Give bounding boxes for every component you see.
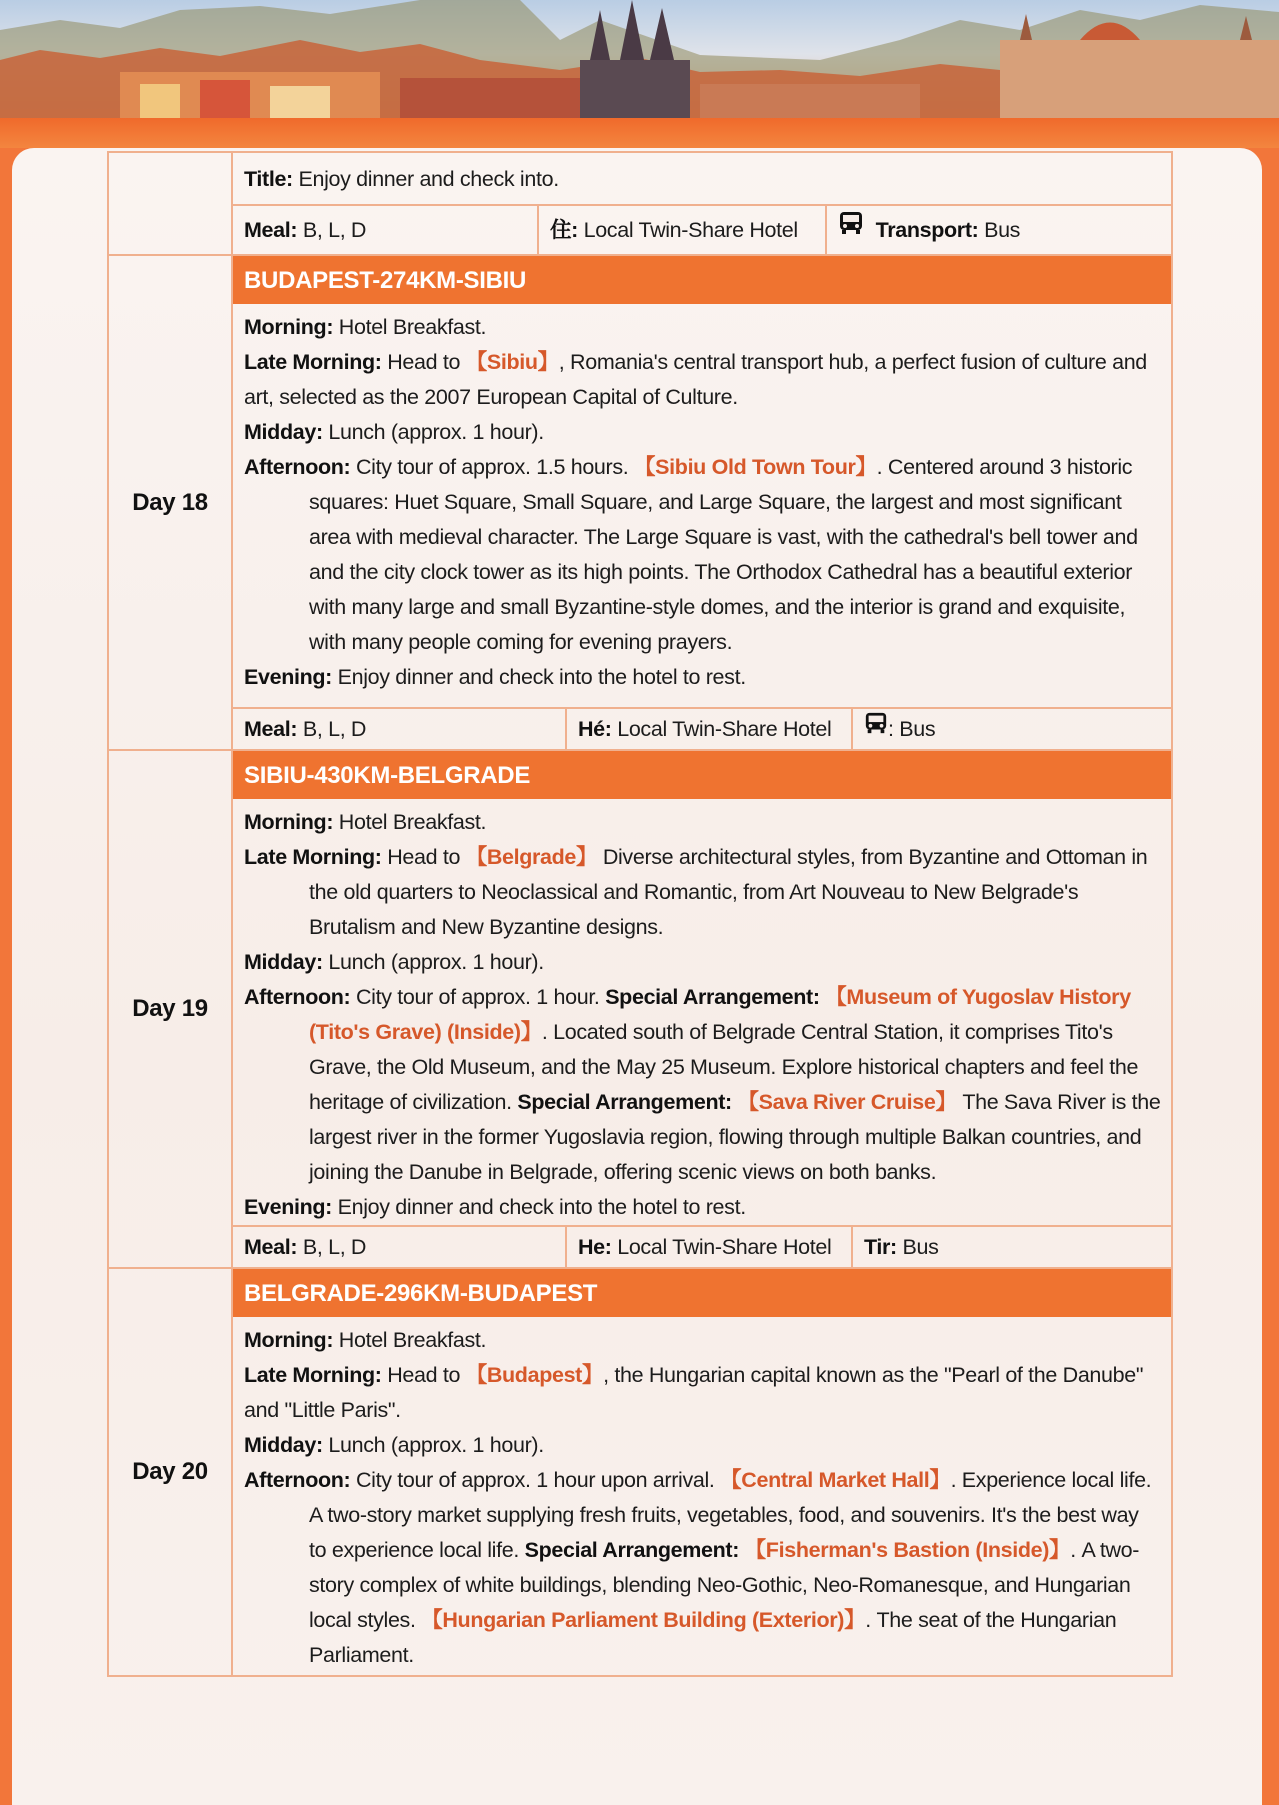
itinerary-table bbox=[107, 151, 1173, 1677]
destination-highlight: 【Belgrade】 bbox=[465, 845, 598, 869]
afternoon-line: Afternoon: City tour of approx. 1 hour. Special Arrangement: 【Museum of Yugoslav History (Tito's Grave) (Inside)】. Located south of Belgrade Central Station, it comprises Tito's Grave, the Old Museum, and the May 25 Museum. Explore historical chapters and feel the heritage of civilization. Special Arrangement: 【Sava River Cruise】 The Sava River is the largest river in the former Yugoslavia region, flowing through multiple Balkan countries, and joining the Danube in Belgrade, offering scenic views on both banks. bbox=[244, 985, 1161, 1184]
afternoon-line: Afternoon: City tour of approx. 1.5 hours. 【Sibiu Old Town Tour】. Centered around 3 historic squares: Huet Square, Small Square, and Large Square, the largest and most significant area with medieval character. The Large Square is vast, with the cathedral's bell tower and and the city clock tower as its high points. The Orthodox Cathedral has a beautiful exterior with many large and small Byzantine-style domes, and the interior is grand and exquisite, with many people coming for evening prayers. bbox=[244, 455, 1138, 654]
morning-line: Morning: Hotel Breakfast. bbox=[244, 315, 487, 339]
afternoon-line: Afternoon: City tour of approx. 1 hour upon arrival. 【Central Market Hall】. Experience local life. A two-story market supplying fresh fruits, vegetables, food, and souvenirs. It's the best way to experience local life. Special Arrangement: 【Fisherman's Bastion (Inside)】. A two-story complex of white buildings, blending Neo-Gothic, Neo-Romanesque, and Hungarian local styles. 【Hungarian Parliament Building (Exterior)】. The seat of the Hungarian Parliament. bbox=[244, 1468, 1152, 1667]
day-20-content bbox=[232, 1268, 1172, 1676]
header-banner-image bbox=[0, 0, 1279, 120]
title-text: Enjoy dinner and check into. bbox=[298, 167, 559, 191]
day-19-row bbox=[108, 750, 1172, 1226]
destination-highlight: 【Budapest】 bbox=[465, 1363, 604, 1387]
route-title: BUDAPEST-274KM-SIBIU bbox=[233, 256, 1171, 304]
title-label: Title: bbox=[244, 167, 293, 191]
day-19-info-row bbox=[108, 1226, 1172, 1268]
attraction-highlight: 【Sava River Cruise】 bbox=[737, 1090, 957, 1114]
stay-info: He: Local Twin-Share Hotel bbox=[567, 1227, 853, 1267]
info-cell bbox=[232, 1226, 1172, 1268]
stay-info: 住: Local Twin-Share Hotel bbox=[539, 206, 827, 254]
attraction-highlight: 【Museum of Yugoslav History (Tito's Grave) (Inside)】 bbox=[309, 985, 1131, 1044]
day-20-row bbox=[108, 1268, 1172, 1676]
late-morning-line: Late Morning: Head to 【Belgrade】 Diverse architectural styles, from Byzantine and Ottoman in the old quarters to Neoclassical and Romantic, from Art Nouveau to New Belgrade's Brutalism and New Byzantine designs. bbox=[244, 845, 1148, 939]
route-title: BELGRADE-296KM-BUDAPEST bbox=[233, 1269, 1171, 1317]
route-title: SIBIU-430KM-BELGRADE bbox=[233, 751, 1171, 799]
day-18-row bbox=[108, 255, 1172, 708]
late-morning-line: Late Morning: Head to 【Budapest】, the Hungarian capital known as the "Pearl of the Danube" and "Little Paris". bbox=[244, 1363, 1144, 1422]
day-cell-empty bbox=[108, 152, 232, 255]
day-label: Day 20 bbox=[108, 1268, 232, 1676]
evening-line: Evening: Enjoy dinner and check into the hotel to rest. bbox=[244, 1195, 746, 1219]
transport-info: Tir: Bus bbox=[864, 1235, 939, 1259]
meal-info: Meal: B, L, D bbox=[233, 709, 567, 749]
evening-line: Evening: Enjoy dinner and check into the hotel to rest. bbox=[244, 665, 746, 689]
attraction-highlight: 【Hungarian Parliament Building (Exterior)】 bbox=[421, 1608, 866, 1632]
bus-icon bbox=[864, 708, 888, 748]
info-cell bbox=[232, 708, 1172, 750]
morning-line: Morning: Hotel Breakfast. bbox=[244, 810, 487, 834]
attraction-highlight: 【Sibiu Old Town Tour】 bbox=[634, 455, 877, 479]
transport-info: Transport: Bus bbox=[827, 206, 1020, 254]
day-17-info-row bbox=[108, 205, 1172, 255]
attraction-highlight: 【Central Market Hall】 bbox=[720, 1468, 951, 1492]
day-label: Day 19 bbox=[108, 750, 232, 1268]
meal-info: Meal: B, L, D bbox=[233, 206, 539, 254]
attraction-highlight: 【Fisherman's Bastion (Inside)】 bbox=[744, 1538, 1071, 1562]
transport-info: : Bus bbox=[853, 709, 935, 749]
stay-info: Hé: Local Twin-Share Hotel bbox=[567, 709, 853, 749]
late-morning-line: Late Morning: Head to 【Sibiu】, Romania's central transport hub, a perfect fusion of culture and art, selected as the 2007 European Capital of Culture. bbox=[244, 350, 1147, 409]
banner-accent-strip bbox=[0, 118, 1279, 148]
day-18-content bbox=[232, 255, 1172, 708]
day-label: Day 18 bbox=[108, 255, 232, 750]
midday-line: Midday: Lunch (approx. 1 hour). bbox=[244, 420, 544, 444]
day-19-content bbox=[232, 750, 1172, 1226]
midday-line: Midday: Lunch (approx. 1 hour). bbox=[244, 1433, 544, 1457]
day-18-info-row bbox=[108, 708, 1172, 750]
info-cell bbox=[232, 205, 1172, 255]
title-cell bbox=[232, 152, 1172, 205]
meal-info: Meal: B, L, D bbox=[233, 1227, 567, 1267]
midday-line: Midday: Lunch (approx. 1 hour). bbox=[244, 950, 544, 974]
bus-icon bbox=[838, 205, 864, 253]
day-17-tail-row bbox=[108, 152, 1172, 205]
morning-line: Morning: Hotel Breakfast. bbox=[244, 1328, 487, 1352]
destination-highlight: 【Sibiu】 bbox=[465, 350, 559, 374]
